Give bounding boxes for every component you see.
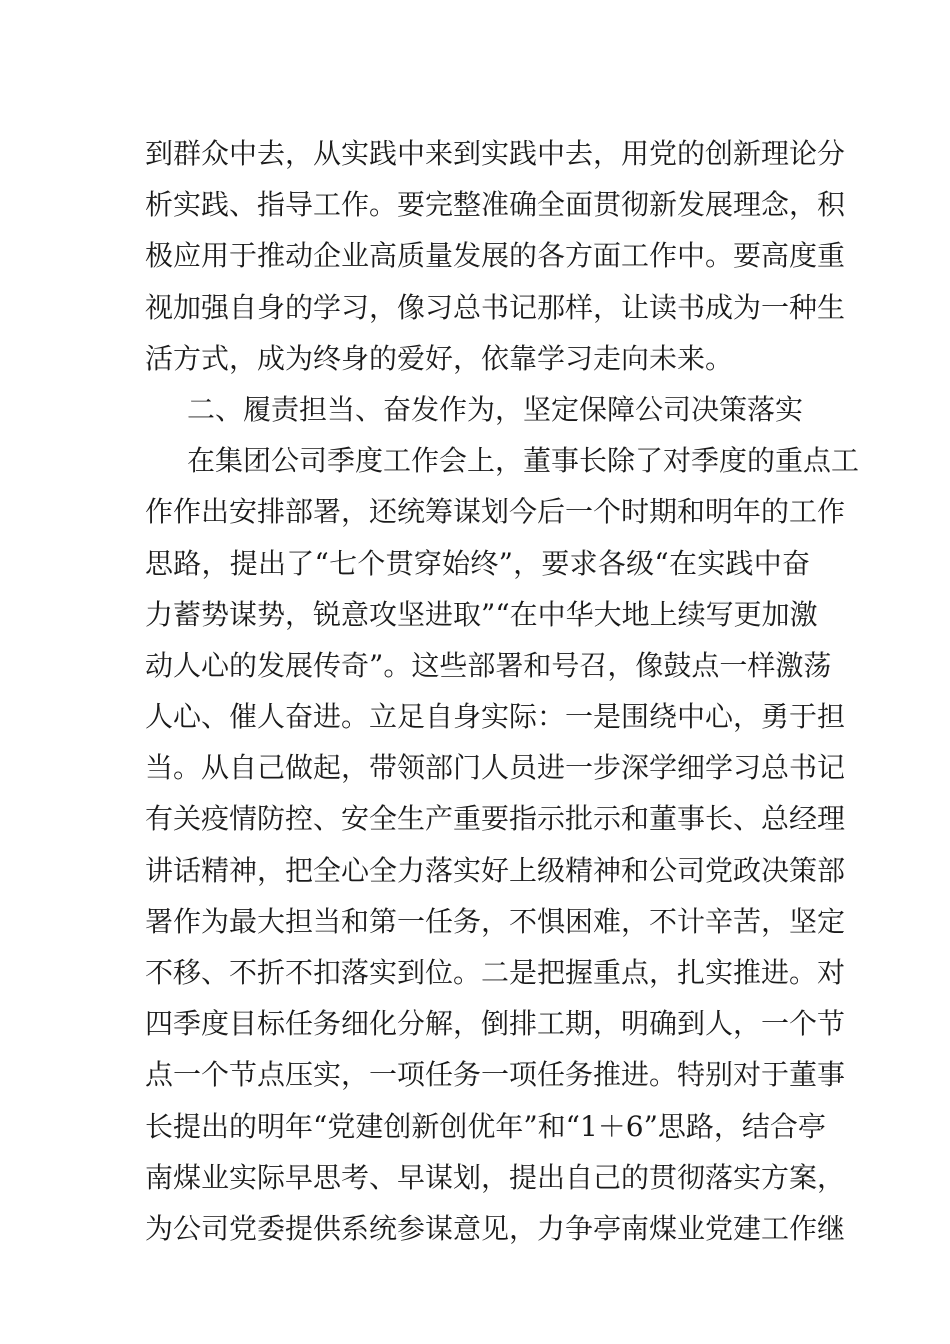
paragraph-2-line: 署作为最大担当和第一任务，不惧困难，不计辛苦，坚定	[145, 904, 846, 938]
section-heading: 二、履责担当、奋发作为，坚定保障公司决策落实	[187, 392, 804, 426]
paragraph-2-line: 人心、催人奋进。立足自身实际：一是围绕中心，勇于担	[145, 700, 846, 734]
paragraph-1-line: 到群众中去，从实践中来到实践中去，用党的创新理论分	[145, 137, 846, 170]
document-body	[145, 128, 860, 1254]
paragraph-2-line: 南煤业实际早思考、早谋划，提出自己的贯彻落实方案，	[145, 1160, 846, 1194]
paragraph-2-line: 力蓄势谋势，锐意攻坚进取”“在中华大地上续写更加激	[145, 597, 818, 631]
paragraph-2-line: 四季度目标任务细化分解，倒排工期，明确到人，一个节	[145, 1007, 846, 1041]
paragraph-2-line: 动人心的发展传奇”。这些部署和号召，像鼓点一样激荡	[145, 648, 832, 682]
paragraph-1-line: 视加强自身的学习，像习总书记那样，让读书成为一种生	[145, 290, 846, 324]
paragraph-2-line: 有关疫情防控、安全生产重要指示批示和董事长、总经理	[145, 802, 846, 836]
paragraph-2-line: 不移、不折不扣落实到位。二是把握重点，扎实推进。对	[145, 956, 846, 989]
paragraph-2-line: 点一个节点压实，一项任务一项任务推进。特别对于董事	[145, 1058, 846, 1092]
paragraph-2-line: 在集团公司季度工作会上，董事长除了对季度的重点工	[187, 444, 860, 478]
paragraph-1-line: 极应用于推动企业高质量发展的各方面工作中。要高度重	[145, 239, 846, 273]
paragraph-2-line: 讲话精神，把全心全力落实好上级精神和公司党政决策部	[145, 853, 846, 887]
paragraph-2-line: 为公司党委提供系统参谋意见，力争亭南煤业党建工作继	[145, 1211, 846, 1245]
paragraph-2-line: 当。从自己做起，带领部门人员进一步深学细学习总书记	[145, 751, 846, 785]
paragraph-1-line: 析实践、指导工作。要完整准确全面贯彻新发展理念，积	[145, 188, 846, 222]
paragraph-2-line: 作作出安排部署，还统筹谋划今后一个时期和明年的工作	[145, 495, 846, 529]
paragraph-2-line: 长提出的明年“党建创新创优年”和“1＋6”思路，结合亭	[145, 1109, 826, 1143]
paragraph-2-line: 思路，提出了“七个贯穿始终”，要求各级“在实践中奋	[145, 546, 810, 580]
paragraph-1-line: 活方式，成为终身的爱好，依靠学习走向未来。	[145, 341, 734, 375]
